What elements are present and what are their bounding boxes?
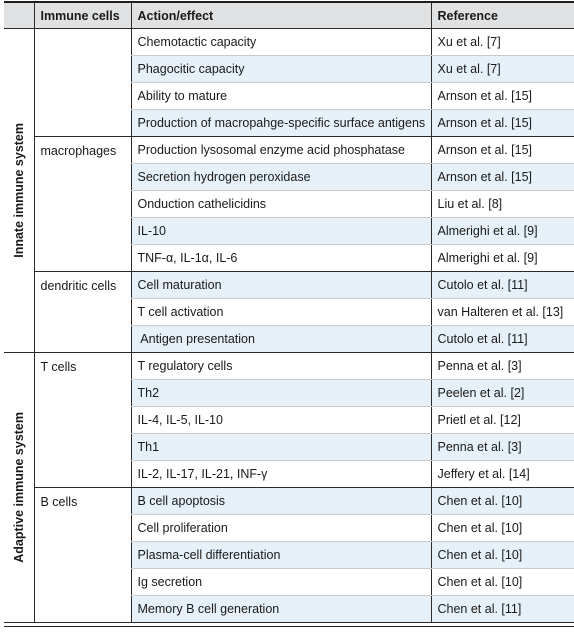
reference-cell: Almerighi et al. [9] <box>431 218 574 245</box>
action-effect-cell: Ig secretion <box>131 569 431 596</box>
table-body <box>4 29 574 623</box>
action-effect-cell: IL-10 <box>131 218 431 245</box>
action-effect-cell: Th1 <box>131 434 431 461</box>
reference-cell: Penna et al. [3] <box>431 353 574 380</box>
action-effect-cell: Production of macropahge-specific surface antigens <box>131 110 431 137</box>
header-row <box>4 3 574 29</box>
table-row <box>4 353 574 380</box>
reference-cell: Prietl et al. [12] <box>431 407 574 434</box>
reference-cell: Chen et al. [11] <box>431 596 574 623</box>
reference-cell: Arnson et al. [15] <box>431 164 574 191</box>
action-effect-cell: B cell apoptosis <box>131 488 431 515</box>
action-effect-cell: IL-4, IL-5, IL-10 <box>131 407 431 434</box>
action-effect-cell: T cell activation <box>131 299 431 326</box>
reference-cell: Cutolo et al. [11] <box>431 326 574 353</box>
action-effect-cell: Chemotactic capacity <box>131 29 431 56</box>
reference-cell: Jeffery et al. [14] <box>431 461 574 488</box>
reference-cell: Almerighi et al. [9] <box>431 245 574 272</box>
action-effect-cell: Production lysosomal enzyme acid phosphatase <box>131 137 431 164</box>
system-label-cell <box>4 353 34 623</box>
immune-cell-type: macrophages <box>34 137 131 272</box>
reference-cell: Arnson et al. [15] <box>431 110 574 137</box>
header-reference: Reference <box>431 3 574 29</box>
action-effect-cell: Antigen presentation <box>131 326 431 353</box>
immune-cell-type <box>34 29 131 137</box>
action-effect-cell: Memory B cell generation <box>131 596 431 623</box>
reference-cell: Cutolo et al. [11] <box>431 272 574 299</box>
reference-cell: Xu et al. [7] <box>431 56 574 83</box>
action-effect-cell: Cell proliferation <box>131 515 431 542</box>
action-effect-cell: IL-2, IL-17, IL-21, INF-γ <box>131 461 431 488</box>
system-label: Innate immune system <box>11 123 26 258</box>
action-effect-cell: Cell maturation <box>131 272 431 299</box>
action-effect-cell: Phagocitic capacity <box>131 56 431 83</box>
table-row <box>4 137 574 164</box>
action-effect-cell: Ability to mature <box>131 83 431 110</box>
reference-cell: Arnson et al. [15] <box>431 137 574 164</box>
table-row <box>4 29 574 56</box>
table-row <box>4 488 574 515</box>
reference-cell: Chen et al. [10] <box>431 488 574 515</box>
bottom-rule <box>4 626 574 627</box>
immune-cell-type: dendritic cells <box>34 272 131 353</box>
immune-cell-type: B cells <box>34 488 131 623</box>
action-effect-cell: Onduction cathelicidins <box>131 191 431 218</box>
reference-cell: Chen et al. [10] <box>431 515 574 542</box>
reference-cell: Liu et al. [8] <box>431 191 574 218</box>
header-system <box>4 3 34 29</box>
header-action-effect: Action/effect <box>131 3 431 29</box>
action-effect-cell: Th2 <box>131 380 431 407</box>
reference-cell: Penna et al. [3] <box>431 434 574 461</box>
system-label: Adaptive immune system <box>11 412 26 563</box>
reference-cell: Peelen et al. [2] <box>431 380 574 407</box>
action-effect-cell: Secretion hydrogen peroxidase <box>131 164 431 191</box>
reference-cell: Chen et al. [10] <box>431 569 574 596</box>
system-label-cell <box>4 29 34 353</box>
reference-cell: Chen et al. [10] <box>431 542 574 569</box>
immune-effects-table <box>4 3 574 623</box>
table-row <box>4 272 574 299</box>
reference-cell: van Halteren et al. [13] <box>431 299 574 326</box>
header-immune-cells: Immune cells <box>34 3 131 29</box>
reference-cell: Xu et al. [7] <box>431 29 574 56</box>
reference-cell: Arnson et al. [15] <box>431 83 574 110</box>
action-effect-cell: T regulatory cells <box>131 353 431 380</box>
immune-cell-type: T cells <box>34 353 131 488</box>
action-effect-cell: TNF-α, IL-1α, IL-6 <box>131 245 431 272</box>
action-effect-cell: Plasma-cell differentiation <box>131 542 431 569</box>
